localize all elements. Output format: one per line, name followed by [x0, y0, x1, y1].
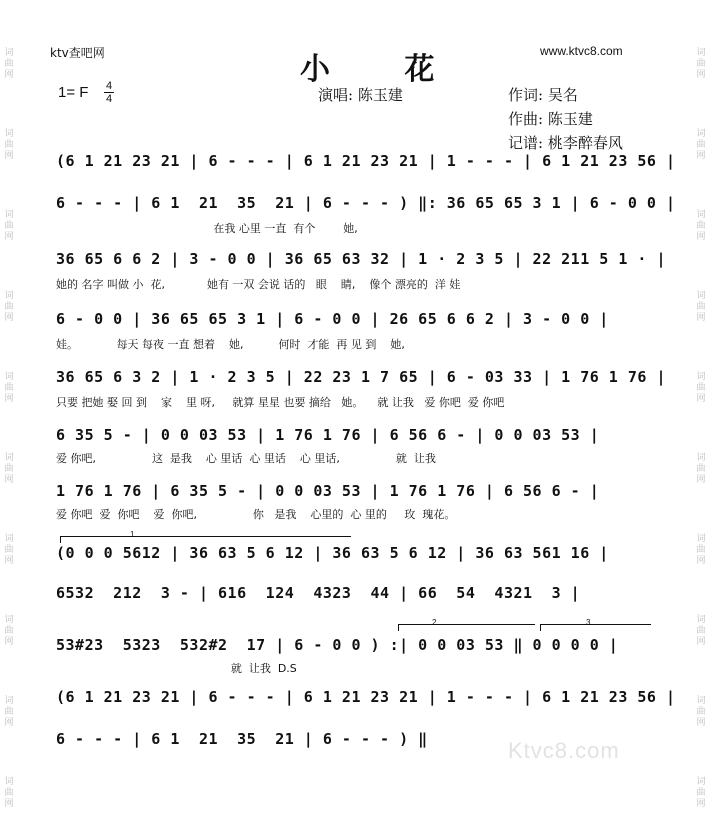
key-signature: 1= F: [58, 84, 89, 101]
score-row-5: 36 65 6 3 2 | 1 · 2 3 5 | 22 23 1 7 65 | 6 - 03 33 | 1 76 1 76 |: [56, 368, 666, 386]
volta-bracket-2: [398, 624, 535, 631]
volta-label-3: 3: [586, 618, 591, 627]
side-text: 词曲网: [696, 453, 706, 485]
lyricist: 作词: 吴名: [508, 86, 578, 104]
score-row-1: (6 1 21 23 21 | 6 - - - | 6 1 21 23 21 | 1 - - - | 6 1 21 23 56 |: [56, 152, 676, 170]
side-text: 词曲网: [4, 777, 14, 809]
volta-label-1: 1: [130, 530, 135, 539]
site-name-left: ktv查吧网: [50, 46, 105, 60]
side-text: 词曲网: [4, 291, 14, 323]
side-text: 词曲网: [4, 129, 14, 161]
transcriber: 记谱: 桃李醉春风: [508, 134, 623, 152]
side-text: 词曲网: [696, 210, 706, 242]
time-signature: [104, 80, 114, 105]
lyrics-row-5: 只要 把她 娶 回 到 家 里 呀, 就算 星星 也要 摘给 她。 就 让我 爱 你吧 爱 你吧: [56, 396, 505, 409]
lyrics-row-6: 爱 你吧, 这 是我 心 里话 心 里话 心 里话, 就 让我: [56, 452, 436, 465]
lyrics-row-10: 就 让我 D.S: [56, 662, 297, 675]
site-url[interactable]: www.ktvc8.com: [540, 44, 623, 58]
side-watermark-right: [694, 0, 708, 818]
side-text: 词曲网: [696, 534, 706, 566]
volta-bracket-3: [540, 624, 651, 631]
volta-label-2: 2: [432, 618, 437, 627]
score-row-2: 6 - - - | 6 1 21 35 21 | 6 - - - ) ‖: 36 65 65 3 1 | 6 - 0 0 |: [56, 194, 676, 212]
lyrics-row-2: 在我 心里 一直 有个 她,: [56, 222, 358, 235]
score-row-8: (0 0 0 5612 | 36 63 5 6 12 | 36 63 5 6 12 | 36 63 561 16 |: [56, 544, 609, 562]
side-text: 词曲网: [4, 615, 14, 647]
lyrics-row-3: 她的 名字 叫做 小 花, 她有 一双 会说 话的 眼 睛, 像个 漂亮的 洋 娃: [56, 278, 461, 291]
score-row-3: 36 65 6 6 2 | 3 - 0 0 | 36 65 63 32 | 1 · 2 3 5 | 22 211 5 1 · |: [56, 250, 666, 268]
side-text: 词曲网: [696, 291, 706, 323]
score-row-10: 53#23 5323 532#2 17 | 6 - 0 0 ) :| 0 0 03 53 ‖ 0 0 0 0 |: [56, 636, 619, 654]
side-text: 词曲网: [4, 453, 14, 485]
score-row-9: 6532 212 3 - | 616 124 4323 44 | 66 54 4321 3 |: [56, 584, 581, 602]
side-text: 词曲网: [696, 129, 706, 161]
score-row-12: 6 - - - | 6 1 21 35 21 | 6 - - - ) ‖: [56, 730, 428, 748]
side-text: 词曲网: [4, 48, 14, 80]
song-title: 小 花: [300, 52, 467, 87]
score-row-11: (6 1 21 23 21 | 6 - - - | 6 1 21 23 21 | 1 - - - | 6 1 21 23 56 |: [56, 688, 676, 706]
side-text: 词曲网: [4, 696, 14, 728]
score-row-6: 6 35 5 - | 0 0 03 53 | 1 76 1 76 | 6 56 6 - | 0 0 03 53 |: [56, 426, 600, 444]
side-text: 词曲网: [696, 615, 706, 647]
volta-bracket-1: [60, 536, 351, 543]
time-numerator: 4: [105, 80, 113, 92]
lyrics-row-4: 娃。 每天 每夜 一直 想着 她, 何时 才能 再 见 到 她,: [56, 338, 405, 351]
singer: 演唱: 陈玉建: [318, 86, 403, 104]
side-text: 词曲网: [4, 210, 14, 242]
side-text: 词曲网: [696, 777, 706, 809]
side-text: 词曲网: [696, 48, 706, 80]
time-denominator: 4: [105, 93, 113, 105]
side-text: 词曲网: [4, 534, 14, 566]
side-watermark-left: [2, 0, 16, 818]
side-text: 词曲网: [696, 372, 706, 404]
composer: 作曲: 陈玉建: [508, 110, 593, 128]
watermark-logo: Ktvc8.com: [508, 738, 620, 763]
score-row-7: 1 76 1 76 | 6 35 5 - | 0 0 03 53 | 1 76 1 76 | 6 56 6 - |: [56, 482, 600, 500]
side-text: 词曲网: [696, 696, 706, 728]
side-text: 词曲网: [4, 372, 14, 404]
lyrics-row-7: 爱 你吧 爱 你吧 爱 你吧, 你 是我 心里的 心 里的 玫 瑰花。: [56, 508, 456, 521]
score-row-4: 6 - 0 0 | 36 65 65 3 1 | 6 - 0 0 | 26 65 6 6 2 | 3 - 0 0 |: [56, 310, 609, 328]
